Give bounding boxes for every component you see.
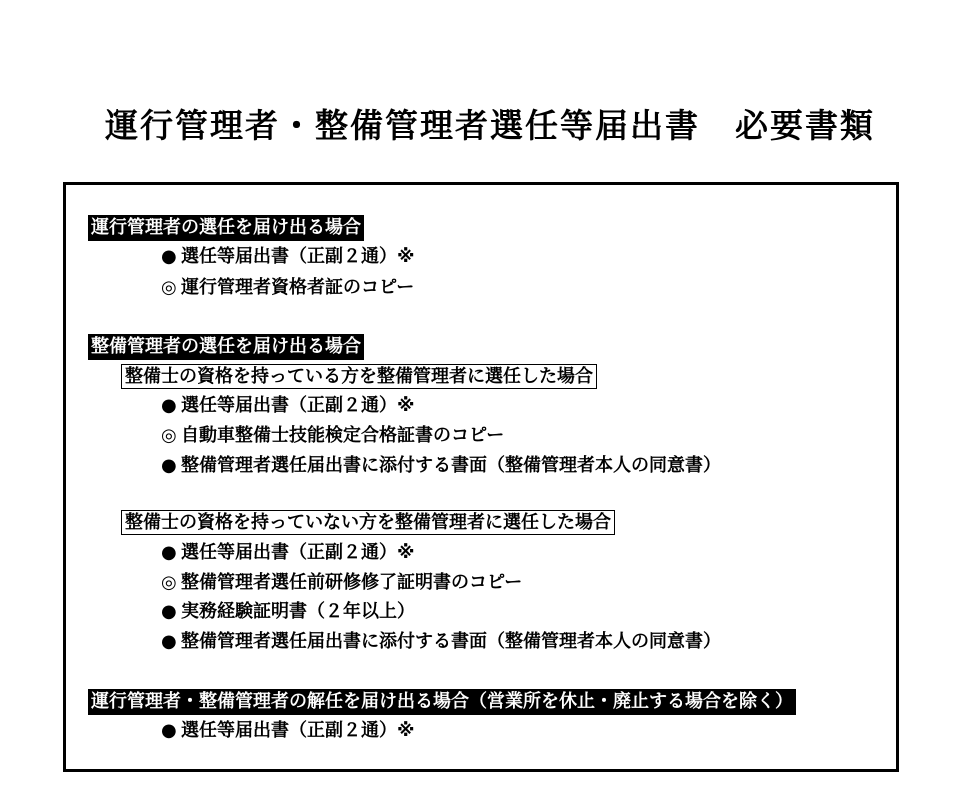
list-item: [161, 599, 415, 625]
list-item: [161, 453, 721, 479]
list-item: [161, 275, 414, 301]
section-heading-dismissal: 運行管理者・整備管理者の解任を届け出る場合（営業所を休止・廃止する場合を除く）: [88, 689, 796, 715]
page-title: 運行管理者・整備管理者選任等届出書 必要書類: [105, 106, 875, 145]
list-item-text: 運行管理者資格者証のコピー: [181, 277, 415, 298]
list-item-text: 選任等届出書（正副２通）※: [181, 246, 415, 267]
bullet-icon: ●: [161, 720, 177, 741]
subsection-heading-qualified: 整備士の資格を持っている方を整備管理者に選任した場合: [121, 364, 597, 389]
double-circle-icon: ◎: [161, 277, 177, 298]
bullet-icon: ●: [161, 631, 177, 652]
list-item-text: 選任等届出書（正副２通）※: [181, 395, 415, 416]
section-heading-maintenance-manager-appointment: 整備管理者の選任を届け出る場合: [88, 334, 364, 360]
bullet-icon: ●: [161, 246, 177, 267]
list-item: [161, 570, 522, 596]
double-circle-icon: ◎: [161, 572, 177, 593]
double-circle-icon: ◎: [161, 425, 177, 446]
list-item-text: 選任等届出書（正副２通）※: [181, 720, 415, 741]
list-item: [161, 393, 415, 419]
list-item: [161, 423, 504, 449]
list-item: [161, 540, 415, 566]
list-item-text: 整備管理者選任前研修修了証明書のコピー: [181, 572, 523, 593]
list-item: [161, 244, 415, 270]
bullet-icon: ●: [161, 395, 177, 416]
list-item-text: 選任等届出書（正副２通）※: [181, 542, 415, 563]
list-item: [161, 629, 721, 655]
list-item-text: 整備管理者選任届出書に添付する書面（整備管理者本人の同意書）: [181, 455, 721, 476]
bullet-icon: ●: [161, 601, 177, 622]
list-item-text: 自動車整備士技能検定合格証書のコピー: [181, 425, 505, 446]
bullet-icon: ●: [161, 455, 177, 476]
list-item-text: 整備管理者選任届出書に添付する書面（整備管理者本人の同意書）: [181, 631, 721, 652]
list-item: [161, 718, 415, 744]
subsection-heading-unqualified: 整備士の資格を持っていない方を整備管理者に選任した場合: [121, 510, 615, 535]
section-heading-operation-manager-appointment: 運行管理者の選任を届け出る場合: [88, 215, 364, 241]
bullet-icon: ●: [161, 542, 177, 563]
list-item-text: 実務経験証明書（２年以上）: [181, 601, 415, 622]
